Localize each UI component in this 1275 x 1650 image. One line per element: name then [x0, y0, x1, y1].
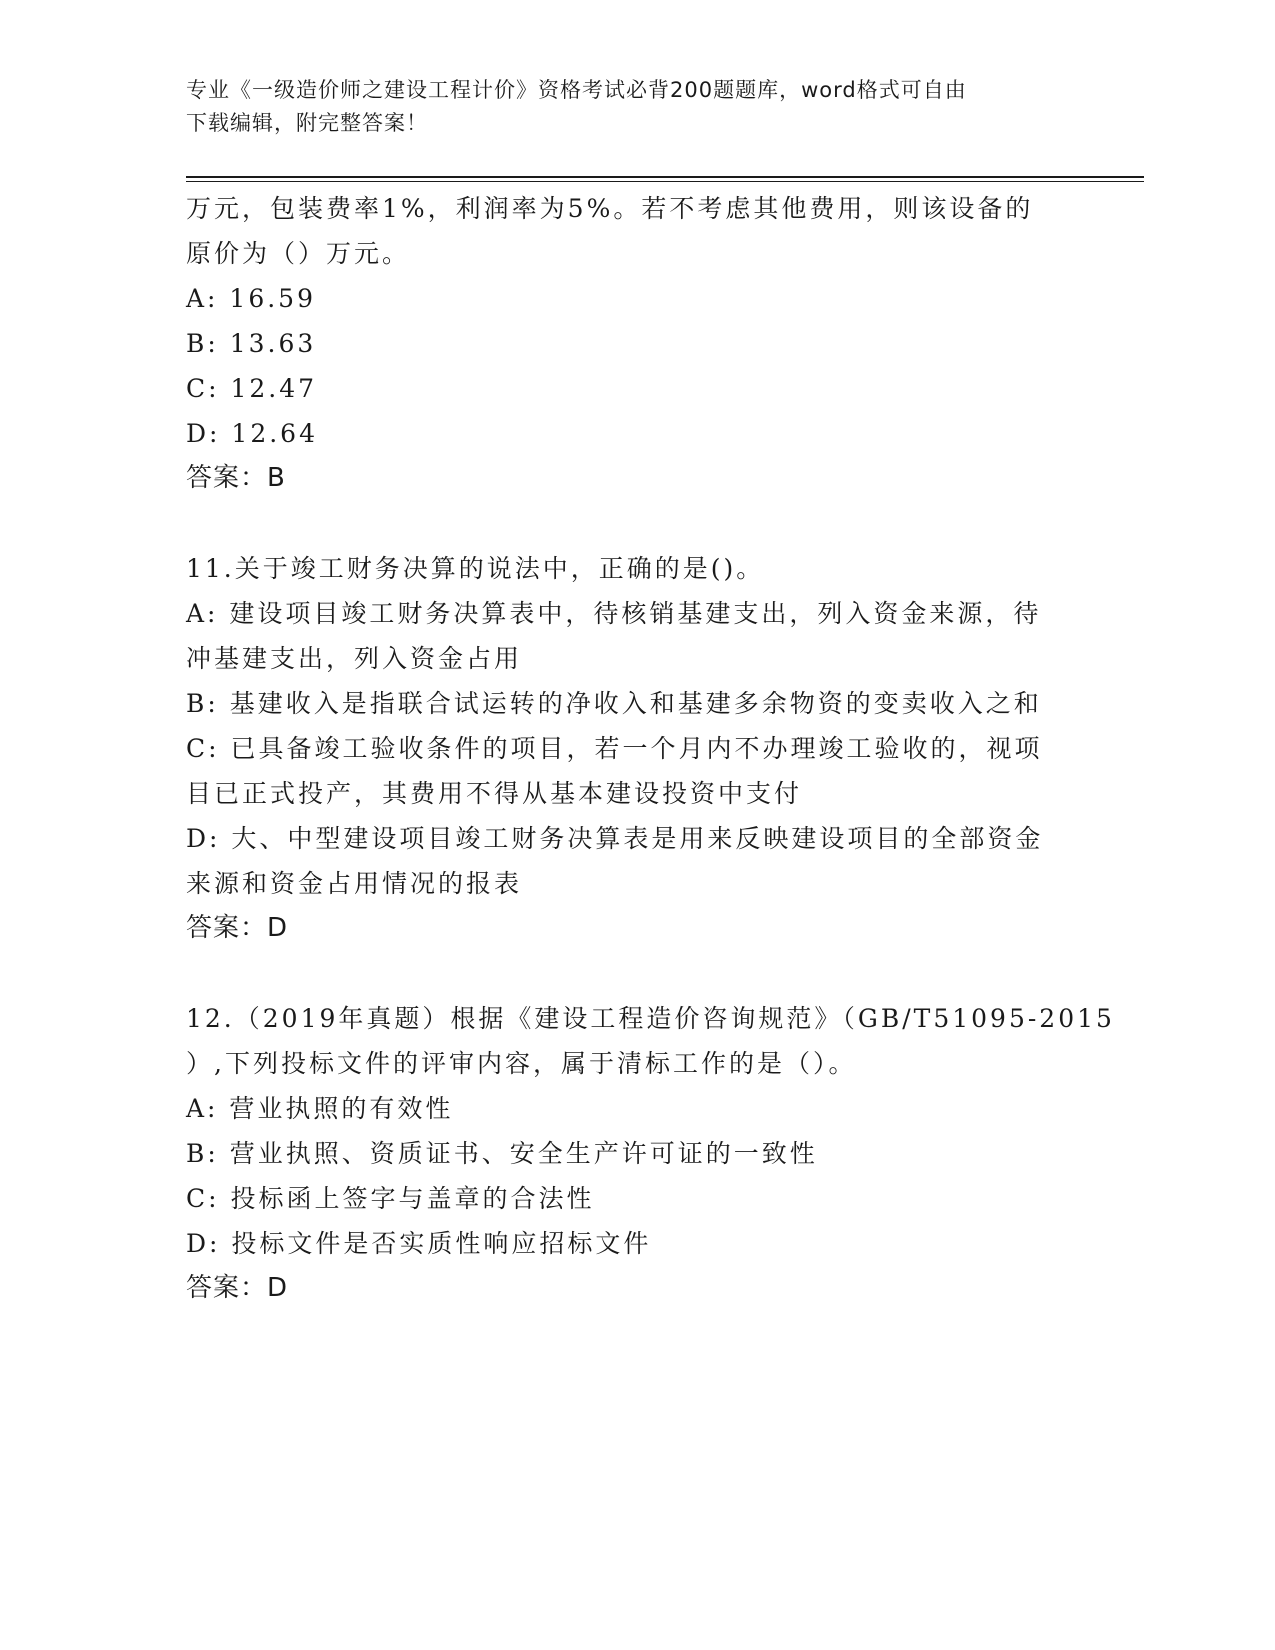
- spacer: [186, 951, 1086, 996]
- question-11-option-a-line-2: 冲基建支出，列入资金占用: [186, 644, 523, 673]
- header-line-2: 下载编辑，附完整答案！: [186, 111, 428, 135]
- question-12-stem-line-1: 12.（2019年真题）根据《建设工程造价咨询规范》（GB/T51095-2015: [186, 1004, 1115, 1033]
- question-11: [186, 546, 1086, 951]
- question-10-answer: 答案：B: [186, 463, 286, 493]
- question-10-stem-line-2: 原价为（）万元。: [186, 239, 411, 268]
- question-10: [186, 186, 1086, 501]
- question-12-option-d: D: 投标文件是否实质性响应招标文件: [186, 1229, 652, 1258]
- header-divider-thick: [186, 176, 1144, 178]
- question-11-option-c-line-2: 目已正式投产，其费用不得从基本建设投资中支付: [186, 779, 803, 808]
- question-12-stem-line-2: ）,下列投标文件的评审内容，属于清标工作的是（）。: [186, 1049, 857, 1078]
- question-12-option-a: A: 营业执照的有效性: [186, 1094, 454, 1123]
- question-11-option-d-line-2: 来源和资金占用情况的报表: [186, 869, 523, 898]
- question-11-option-d-line-1: D: 大、中型建设项目竣工财务决算表是用来反映建设项目的全部资金: [186, 824, 1044, 853]
- question-12-option-b: B: 营业执照、资质证书、安全生产许可证的一致性: [186, 1139, 818, 1168]
- question-11-option-c-line-1: C: 已具备竣工验收条件的项目，若一个月内不办理竣工验收的，视项: [186, 734, 1043, 763]
- question-10-stem-line-1: 万元，包装费率1%，利润率为5%。若不考虑其他费用，则该设备的: [186, 194, 1034, 223]
- question-11-answer: 答案：D: [186, 913, 289, 943]
- question-11-option-b: B: 基建收入是指联合试运转的净收入和基建多余物资的变卖收入之和: [186, 689, 1042, 718]
- document-header: [186, 74, 1066, 140]
- question-10-option-c: C: 12.47: [186, 374, 318, 403]
- question-11-stem: 11.关于竣工财务决算的说法中，正确的是()。: [186, 554, 765, 583]
- question-10-option-b: B: 13.63: [186, 329, 317, 358]
- document-body: [186, 186, 1115, 1311]
- question-11-option-a-line-1: A: 建设项目竣工财务决算表中，待核销基建支出，列入资金来源，待: [186, 599, 1042, 628]
- question-10-option-a: A: 16.59: [186, 284, 316, 313]
- question-12: [186, 996, 1115, 1311]
- question-12-answer: 答案：D: [186, 1273, 289, 1303]
- question-12-option-c: C: 投标函上签字与盖章的合法性: [186, 1184, 595, 1213]
- question-10-option-d: D: 12.64: [186, 419, 318, 448]
- header-line-1: 专业《一级造价师之建设工程计价》资格考试必背200题题库，word格式可自由: [186, 78, 967, 102]
- header-divider-thin: [186, 181, 1144, 182]
- spacer: [186, 501, 1086, 546]
